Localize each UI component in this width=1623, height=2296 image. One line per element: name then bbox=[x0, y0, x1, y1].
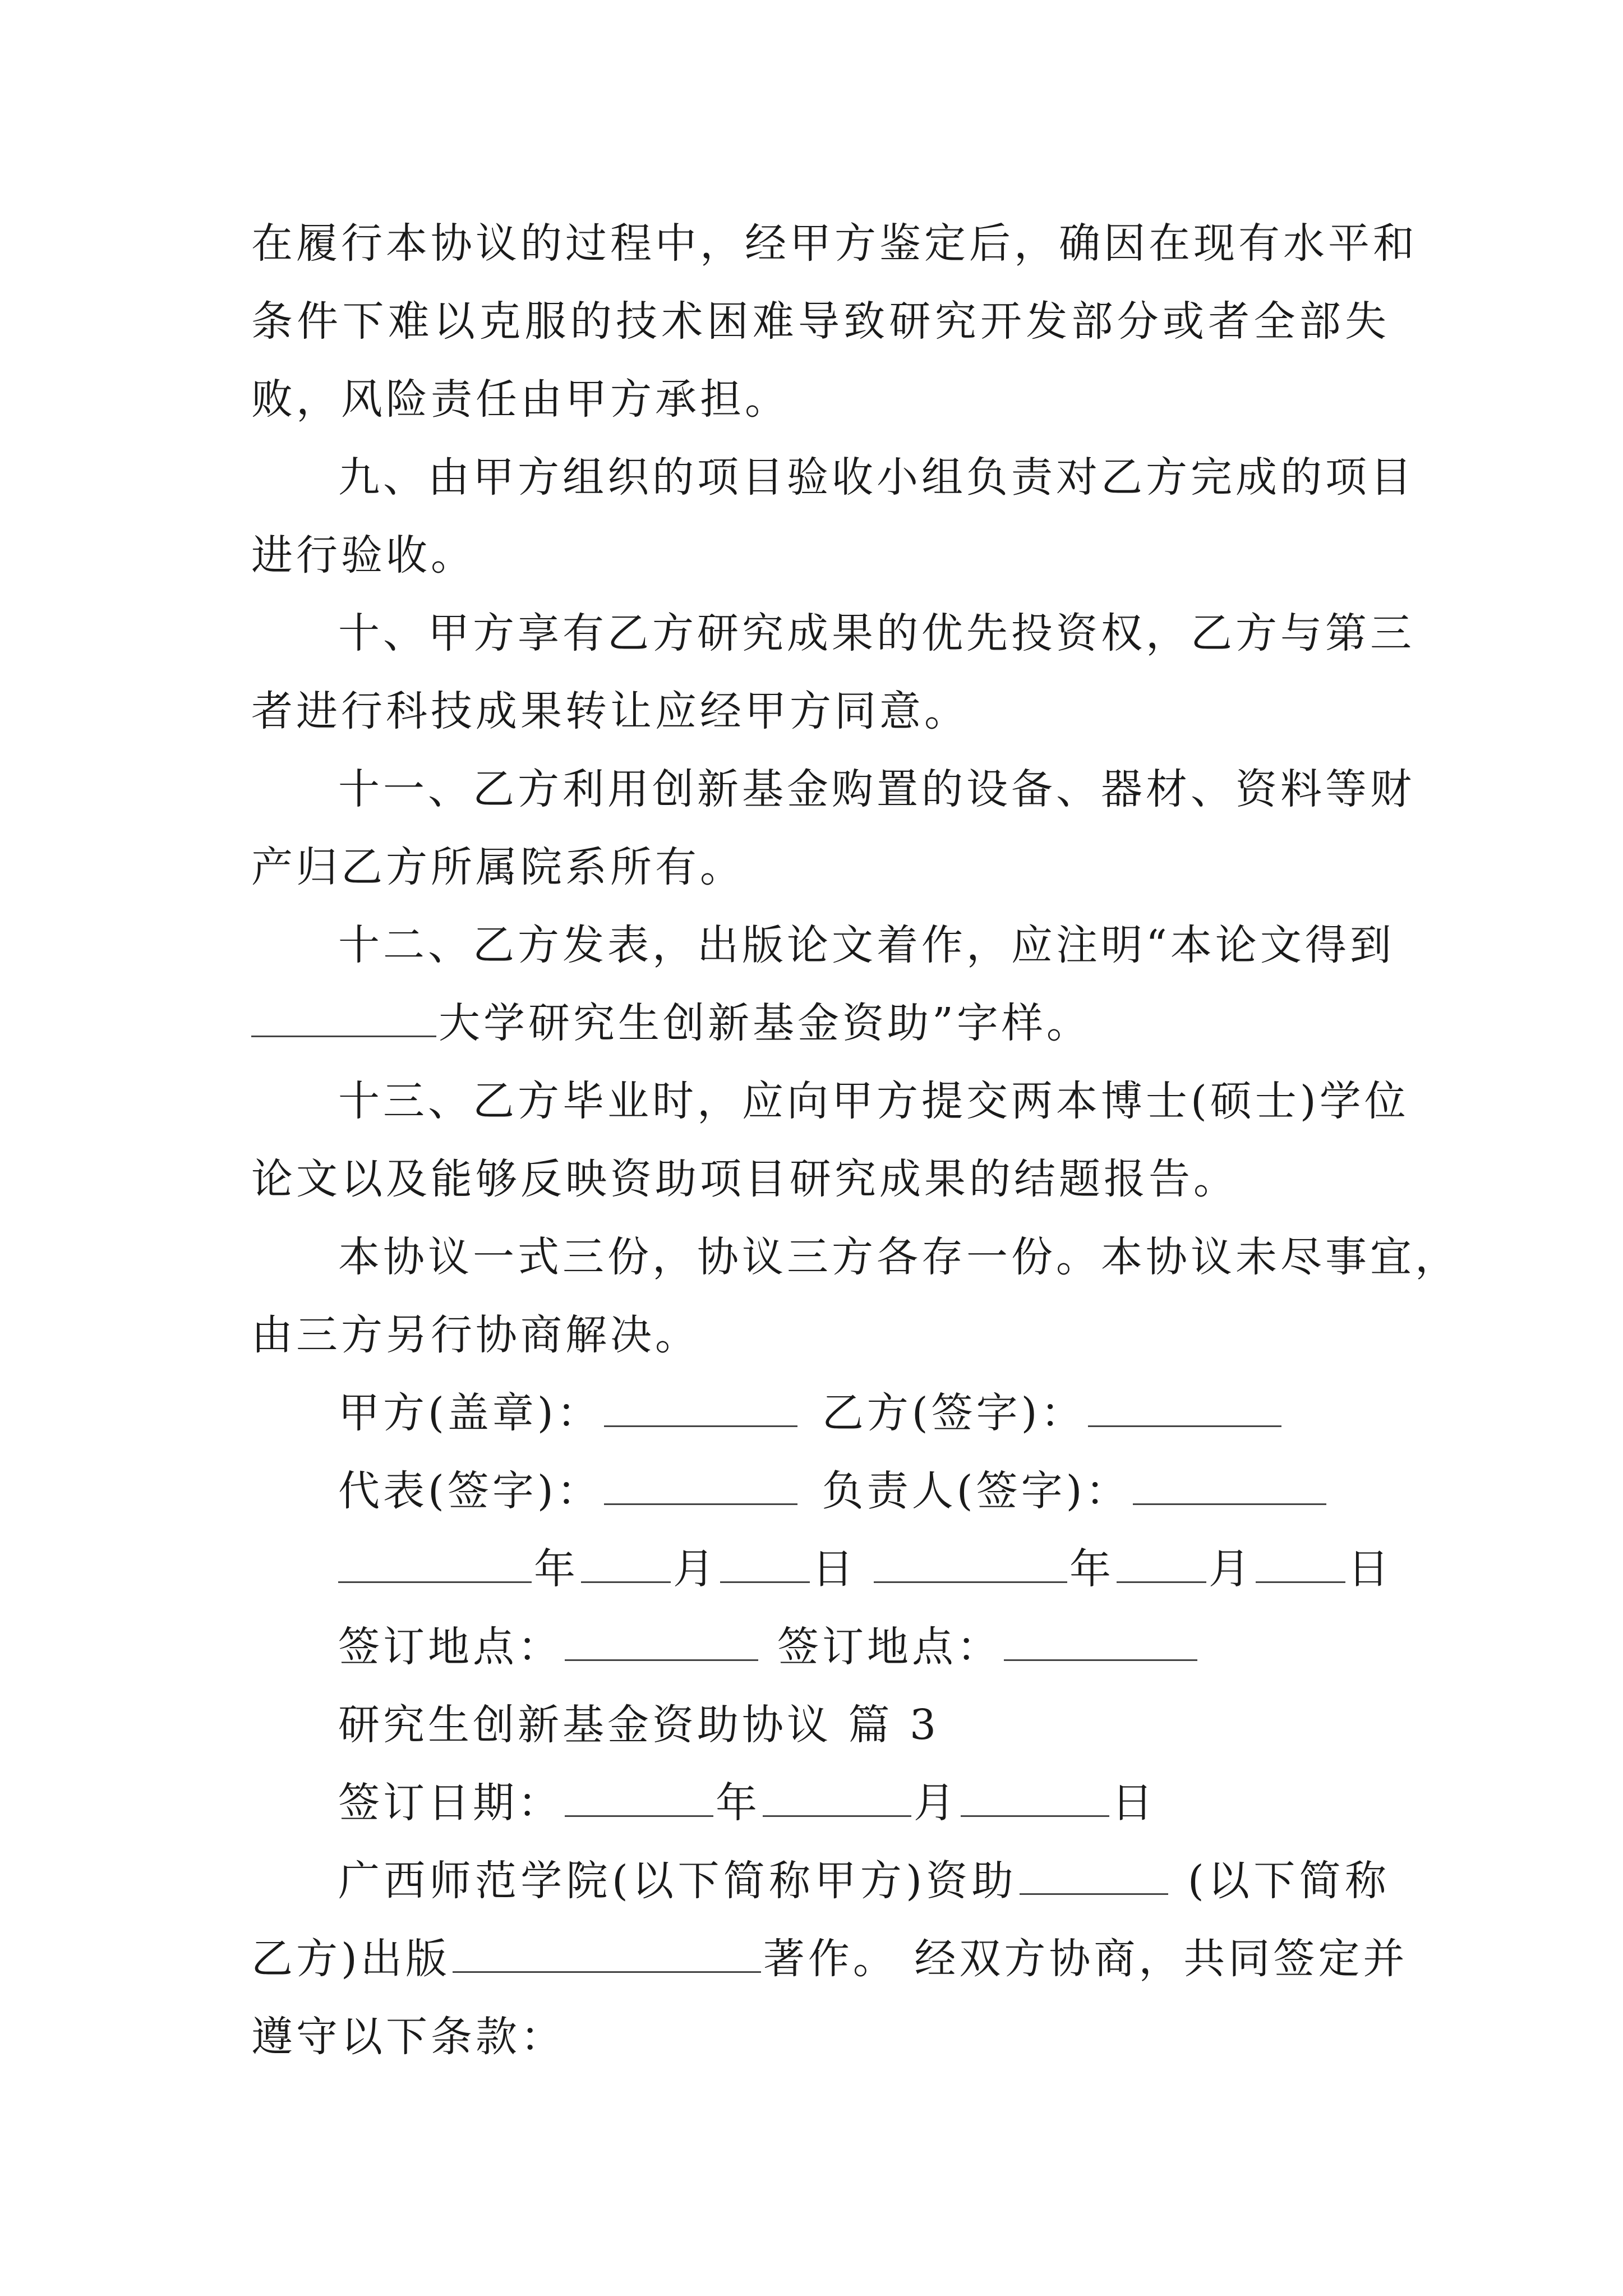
party-b-sign-blank[interactable] bbox=[1088, 1390, 1281, 1427]
university-name-blank[interactable] bbox=[251, 1000, 436, 1037]
day-label: 日 bbox=[812, 1545, 857, 1593]
year-label: 年 bbox=[534, 1545, 579, 1593]
closing-line: 由三方另行协商解决。 bbox=[251, 1311, 700, 1359]
intro-line-1 bbox=[251, 1842, 1390, 1920]
clause-12-line bbox=[251, 984, 1390, 1062]
intro-part-2: (以下简称 bbox=[1187, 1857, 1390, 1905]
sign-month-label: 月 bbox=[914, 1779, 958, 1827]
sign-month-blank[interactable] bbox=[763, 1780, 911, 1817]
place-a-label: 签订地点： bbox=[338, 1623, 562, 1671]
clause-11-line: 产归乙方所属院系所有。 bbox=[251, 843, 745, 891]
sign-day-blank[interactable] bbox=[961, 1780, 1109, 1817]
intro-part-4: 著作。 经双方协商，共同签定并 bbox=[763, 1935, 1408, 1983]
paragraph-line: 条件下难以克服的技术困难导致研究开发部分或者全部失 bbox=[251, 297, 1390, 346]
place-b-blank[interactable] bbox=[1004, 1624, 1197, 1661]
party-a-year-blank[interactable] bbox=[338, 1546, 532, 1583]
responsible-label: 负责人(签字)： bbox=[822, 1467, 1131, 1515]
intro-line-2 bbox=[251, 1920, 1408, 1998]
party-a-month-blank[interactable] bbox=[581, 1546, 671, 1583]
party-a-seal-label: 甲方(盖章)： bbox=[338, 1389, 602, 1437]
party-b-year-blank[interactable] bbox=[874, 1546, 1067, 1583]
funded-party-blank[interactable] bbox=[1020, 1858, 1168, 1895]
month-label: 月 bbox=[1209, 1545, 1253, 1593]
sign-day-label: 日 bbox=[1112, 1779, 1156, 1827]
party-b-day-blank[interactable] bbox=[1256, 1546, 1345, 1583]
intro-part-1: 广西师范学院(以下简称甲方)资助 bbox=[338, 1857, 1017, 1905]
sign-year-label: 年 bbox=[716, 1779, 760, 1827]
work-title-blank[interactable] bbox=[453, 1936, 761, 1973]
intro-part-3: 乙方)出版 bbox=[251, 1935, 450, 1983]
clause-11-line: 十一、乙方利用创新基金购置的设备、器材、资料等财 bbox=[338, 765, 1415, 813]
year-label: 年 bbox=[1069, 1545, 1114, 1593]
signature-row-2 bbox=[251, 1452, 1390, 1530]
signature-date-row bbox=[251, 1530, 1393, 1608]
clause-13-line: 论文以及能够反映资助项目研究成果的结题报告。 bbox=[251, 1155, 1238, 1203]
closing-line: 本协议一式三份，协议三方各存一份。本协议未尽事宜， bbox=[338, 1233, 1460, 1281]
clause-12-text: 大学研究生创新基金资助”字样。 bbox=[439, 999, 1091, 1047]
party-b-month-blank[interactable] bbox=[1117, 1546, 1206, 1583]
sign-year-blank[interactable] bbox=[565, 1780, 713, 1817]
clause-12-line: 十二、乙方发表，出版论文着作，应注明“本论文得到 bbox=[338, 921, 1395, 969]
signature-row-1 bbox=[251, 1374, 1390, 1452]
clause-10-line: 十、甲方享有乙方研究成果的优先投资权，乙方与第三 bbox=[338, 609, 1415, 657]
party-b-sign-label: 乙方(签字)： bbox=[822, 1389, 1086, 1437]
document-body bbox=[251, 205, 1460, 2076]
sign-date-row bbox=[251, 1764, 1390, 1842]
responsible-blank[interactable] bbox=[1133, 1468, 1326, 1505]
day-label: 日 bbox=[1348, 1545, 1393, 1593]
party-a-day-blank[interactable] bbox=[720, 1546, 810, 1583]
paragraph-line: 在履行本协议的过程中，经甲方鉴定后，确因在现有水平和 bbox=[251, 219, 1418, 268]
clause-10-line: 者进行科技成果转让应经甲方同意。 bbox=[251, 687, 969, 735]
place-b-label: 签订地点： bbox=[777, 1623, 1002, 1671]
signing-place-row bbox=[251, 1608, 1390, 1686]
party-a-seal-blank[interactable] bbox=[604, 1390, 797, 1427]
sign-date-label: 签订日期： bbox=[338, 1779, 562, 1827]
clause-9-line: 九、由甲方组织的项目验收小组负责对乙方完成的项目 bbox=[338, 453, 1415, 501]
intro-line-3: 遵守以下条款： bbox=[251, 2013, 565, 2061]
representative-label: 代表(签字)： bbox=[338, 1467, 602, 1515]
place-a-blank[interactable] bbox=[565, 1624, 758, 1661]
clause-9-line: 进行验收。 bbox=[251, 531, 476, 579]
clause-13-line: 十三、乙方毕业时，应向甲方提交两本博士(硕士)学位 bbox=[338, 1077, 1409, 1125]
section-title: 研究生创新基金资助协议 篇 3 bbox=[338, 1701, 940, 1749]
representative-blank[interactable] bbox=[604, 1468, 797, 1505]
paragraph-line: 败，风险责任由甲方承担。 bbox=[251, 375, 790, 424]
month-label: 月 bbox=[673, 1545, 718, 1593]
